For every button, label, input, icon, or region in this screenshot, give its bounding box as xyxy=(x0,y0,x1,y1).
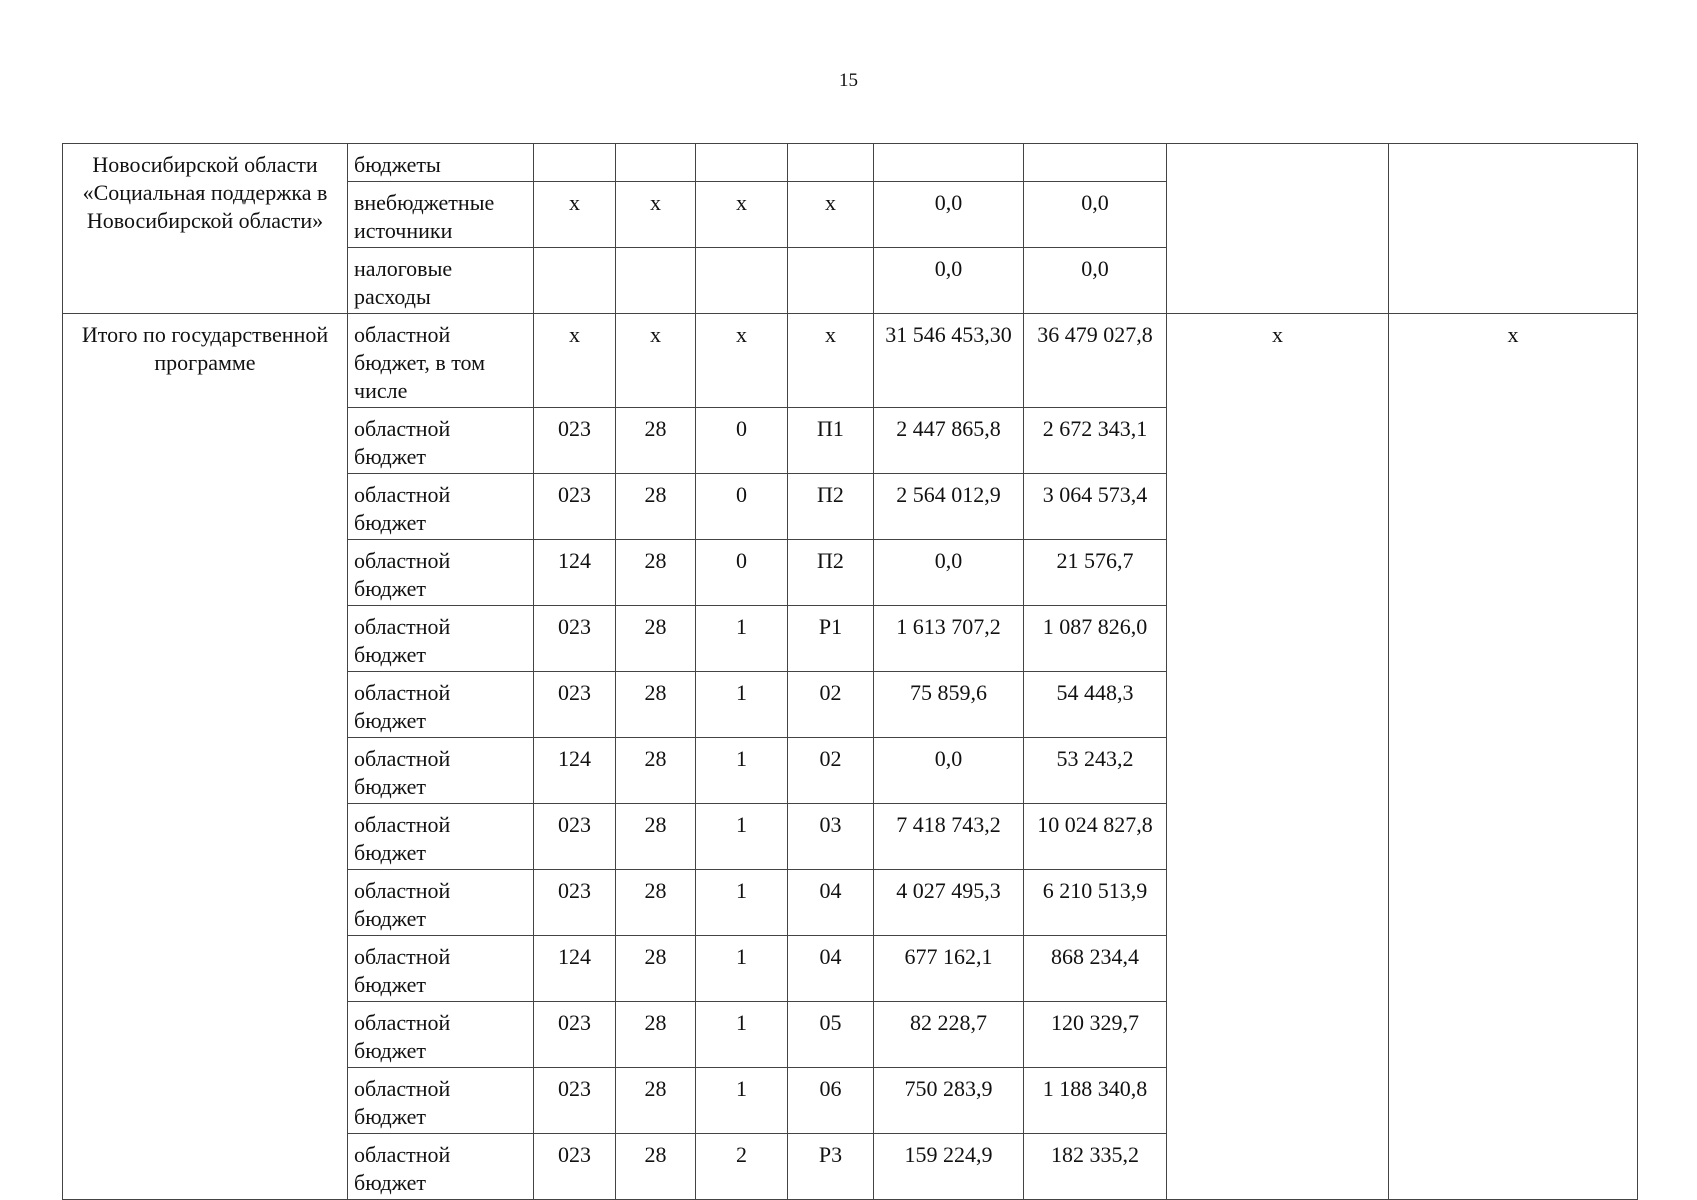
funding-source-cell: областной бюджет, в том числе xyxy=(348,314,534,408)
program-total-col10-cell: х xyxy=(1389,314,1638,1200)
year2-amount-cell xyxy=(1024,144,1167,182)
om-code-cell: П1 xyxy=(788,408,874,474)
grbs-code-cell: 023 xyxy=(534,474,616,540)
gp-code-cell: 28 xyxy=(616,540,696,606)
funding-source-cell: областной бюджет xyxy=(348,606,534,672)
program-continued-row xyxy=(63,144,1638,182)
year2-amount-cell: 54 448,3 xyxy=(1024,672,1167,738)
gp-code-cell: 28 xyxy=(616,1002,696,1068)
page-number: 15 xyxy=(839,70,858,91)
pgp-code-cell: 1 xyxy=(696,936,788,1002)
year2-amount-cell: 10 024 827,8 xyxy=(1024,804,1167,870)
om-code-cell: П2 xyxy=(788,540,874,606)
om-code-cell: 02 xyxy=(788,672,874,738)
grbs-code-cell: 023 xyxy=(534,1068,616,1134)
grbs-code-cell: х xyxy=(534,182,616,248)
funding-source-cell: бюджеты xyxy=(348,144,534,182)
grbs-code-cell: 023 xyxy=(534,672,616,738)
grbs-code-cell: 124 xyxy=(534,936,616,1002)
year1-amount-cell: 2 447 865,8 xyxy=(874,408,1024,474)
om-code-cell: 03 xyxy=(788,804,874,870)
funding-source-cell: областной бюджет xyxy=(348,408,534,474)
year2-amount-cell: 1 087 826,0 xyxy=(1024,606,1167,672)
pgp-code-cell: 1 xyxy=(696,672,788,738)
budget-table xyxy=(62,143,1638,1200)
grbs-code-cell xyxy=(534,248,616,314)
year1-amount-cell: 1 613 707,2 xyxy=(874,606,1024,672)
gp-code-cell xyxy=(616,248,696,314)
gp-code-cell: х xyxy=(616,314,696,408)
program-continued-col9-cell xyxy=(1167,144,1389,314)
year2-amount-cell: 6 210 513,9 xyxy=(1024,870,1167,936)
grbs-code-cell: 023 xyxy=(534,1134,616,1200)
gp-code-cell xyxy=(616,144,696,182)
pgp-code-cell: 1 xyxy=(696,1002,788,1068)
om-code-cell: 06 xyxy=(788,1068,874,1134)
grbs-code-cell: 023 xyxy=(534,870,616,936)
grbs-code-cell: х xyxy=(534,314,616,408)
year2-amount-cell: 21 576,7 xyxy=(1024,540,1167,606)
grbs-code-cell xyxy=(534,144,616,182)
year2-amount-cell: 868 234,4 xyxy=(1024,936,1167,1002)
pgp-code-cell: 1 xyxy=(696,606,788,672)
year2-amount-cell: 182 335,2 xyxy=(1024,1134,1167,1200)
gp-code-cell: 28 xyxy=(616,1134,696,1200)
gp-code-cell: 28 xyxy=(616,870,696,936)
year1-amount-cell: 750 283,9 xyxy=(874,1068,1024,1134)
grbs-code-cell: 023 xyxy=(534,408,616,474)
om-code-cell: х xyxy=(788,314,874,408)
funding-source-cell: областной бюджет xyxy=(348,870,534,936)
year1-amount-cell: 0,0 xyxy=(874,182,1024,248)
year2-amount-cell: 1 188 340,8 xyxy=(1024,1068,1167,1134)
year1-amount-cell: 2 564 012,9 xyxy=(874,474,1024,540)
gp-code-cell: 28 xyxy=(616,738,696,804)
gp-code-cell: х xyxy=(616,182,696,248)
funding-source-cell: областной бюджет xyxy=(348,474,534,540)
gp-code-cell: 28 xyxy=(616,474,696,540)
funding-source-cell: областной бюджет xyxy=(348,672,534,738)
pgp-code-cell: 1 xyxy=(696,738,788,804)
year1-amount-cell: 7 418 743,2 xyxy=(874,804,1024,870)
pgp-code-cell: х xyxy=(696,314,788,408)
om-code-cell: х xyxy=(788,182,874,248)
gp-code-cell: 28 xyxy=(616,1068,696,1134)
grbs-code-cell: 023 xyxy=(534,606,616,672)
program-total-col9-cell: х xyxy=(1167,314,1389,1200)
gp-code-cell: 28 xyxy=(616,606,696,672)
pgp-code-cell: 1 xyxy=(696,804,788,870)
pgp-code-cell xyxy=(696,144,788,182)
year1-amount-cell: 0,0 xyxy=(874,540,1024,606)
gp-code-cell: 28 xyxy=(616,936,696,1002)
year1-amount-cell: 75 859,6 xyxy=(874,672,1024,738)
om-code-cell: 04 xyxy=(788,870,874,936)
year1-amount-cell: 677 162,1 xyxy=(874,936,1024,1002)
gp-code-cell: 28 xyxy=(616,804,696,870)
year1-amount-cell xyxy=(874,144,1024,182)
year1-amount-cell: 0,0 xyxy=(874,738,1024,804)
funding-source-cell: областной бюджет xyxy=(348,738,534,804)
grbs-code-cell: 124 xyxy=(534,540,616,606)
pgp-code-cell: 0 xyxy=(696,474,788,540)
program-total-program-name: Итого по государственной программе xyxy=(63,314,348,1200)
funding-source-cell: областной бюджет xyxy=(348,804,534,870)
gp-code-cell: 28 xyxy=(616,672,696,738)
pgp-code-cell xyxy=(696,248,788,314)
om-code-cell xyxy=(788,144,874,182)
pgp-code-cell: 1 xyxy=(696,1068,788,1134)
year1-amount-cell: 31 546 453,30 xyxy=(874,314,1024,408)
pgp-code-cell: 0 xyxy=(696,540,788,606)
program-total-row xyxy=(63,314,1638,408)
year2-amount-cell: 0,0 xyxy=(1024,182,1167,248)
year1-amount-cell: 4 027 495,3 xyxy=(874,870,1024,936)
gp-code-cell: 28 xyxy=(616,408,696,474)
funding-source-cell: налоговые расходы xyxy=(348,248,534,314)
program-continued-program-name: Новосибирской области «Социальная поддержка в Новосибирской области» xyxy=(63,144,348,314)
grbs-code-cell: 023 xyxy=(534,804,616,870)
pgp-code-cell: 1 xyxy=(696,870,788,936)
year1-amount-cell: 0,0 xyxy=(874,248,1024,314)
grbs-code-cell: 124 xyxy=(534,738,616,804)
om-code-cell: 04 xyxy=(788,936,874,1002)
budget-table-body xyxy=(63,144,1638,1200)
funding-source-cell: областной бюджет xyxy=(348,936,534,1002)
funding-source-cell: областной бюджет xyxy=(348,1134,534,1200)
pgp-code-cell: х xyxy=(696,182,788,248)
pgp-code-cell: 2 xyxy=(696,1134,788,1200)
year2-amount-cell: 0,0 xyxy=(1024,248,1167,314)
om-code-cell: П2 xyxy=(788,474,874,540)
year1-amount-cell: 82 228,7 xyxy=(874,1002,1024,1068)
grbs-code-cell: 023 xyxy=(534,1002,616,1068)
year2-amount-cell: 53 243,2 xyxy=(1024,738,1167,804)
om-code-cell xyxy=(788,248,874,314)
pgp-code-cell: 0 xyxy=(696,408,788,474)
om-code-cell: 02 xyxy=(788,738,874,804)
program-continued-col10-cell xyxy=(1389,144,1638,314)
funding-source-cell: областной бюджет xyxy=(348,1002,534,1068)
year2-amount-cell: 36 479 027,8 xyxy=(1024,314,1167,408)
year2-amount-cell: 2 672 343,1 xyxy=(1024,408,1167,474)
funding-source-cell: внебюджетные источники xyxy=(348,182,534,248)
year2-amount-cell: 3 064 573,4 xyxy=(1024,474,1167,540)
year1-amount-cell: 159 224,9 xyxy=(874,1134,1024,1200)
funding-source-cell: областной бюджет xyxy=(348,1068,534,1134)
om-code-cell: 05 xyxy=(788,1002,874,1068)
year2-amount-cell: 120 329,7 xyxy=(1024,1002,1167,1068)
funding-source-cell: областной бюджет xyxy=(348,540,534,606)
om-code-cell: Р1 xyxy=(788,606,874,672)
om-code-cell: Р3 xyxy=(788,1134,874,1200)
